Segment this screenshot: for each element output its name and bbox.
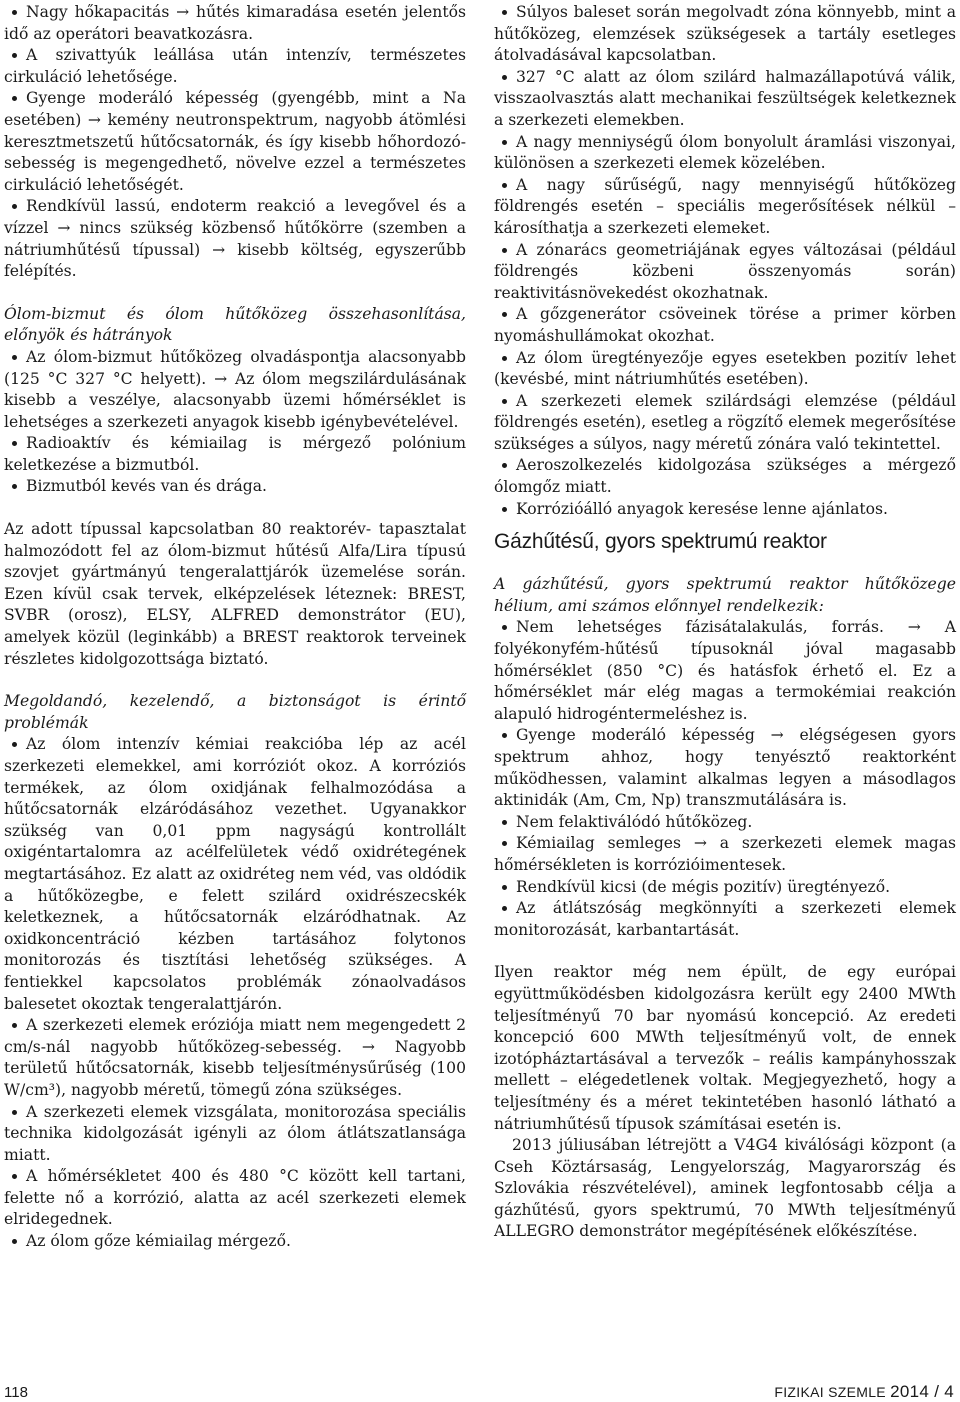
bullet-item: A szerkezeti elemek szilárdsági elemzése (például földrengés esetén), esetleg a rögzítő elemek megerősítése szükséges a súlyos, nagy méretű zónára való tekintettel. — [494, 391, 956, 456]
bullet-item: Súlyos baleset során megolvadt zóna könnyebb, mint a hűtőközeg, elemzések szükségesek a tartály esetleges átolvadásával kapcsolatban. — [494, 2, 956, 67]
bullet-item: Az átlátszóság megkönnyíti a szerkezeti elemek monitorozását, karbantartását. — [494, 898, 956, 941]
spacer — [4, 670, 466, 691]
bullet-item: Aeroszolkezelés kidolgozása szükséges a mérgező ólomgőz miatt. — [494, 455, 956, 498]
bullet-item: A hőmérsékletet 400 és 480 °C között kell tartani, felette nő a korrózió, alatta az acél szerkezeti elemek elridegednek. — [4, 1166, 466, 1231]
bullet-item: Nagy hőkapacitás → hűtés kimaradása esetén jelentős idő az operátori beavatkozásra. — [4, 2, 466, 45]
bullet-item: Gyenge moderáló képesség (gyengébb, mint a Na esetében) → kemény neutronspektrum, nagyobb átömlési keresztmetszetű hűtőcsatornák, és így kisebb hőhordozó-sebesség is megengedhető, növelve ezzel a természetes cirkuláció lehetőségét. — [4, 88, 466, 196]
bullet-item: Nem lehetséges fázisátalakulás, forrás. → A folyékonyfém-hűtésű típusoknál jóval magasabb hőmérséklet (850 °C) és hatásfok érhető el. Ez a hőmérséklet már elég magas a termokémiai reakción alapuló hidrogéntermeléshez is. — [494, 617, 956, 725]
spacer — [4, 498, 466, 519]
journal-issue: 2014 / 4 — [890, 1382, 954, 1401]
bullet-item: 327 °C alatt az ólom szilárd halmazállapotúvá válik, visszaolvasztás alatt mechanikai feszültségek keletkeznek a szerkezeti elemekben. — [494, 67, 956, 132]
bullet-item: A gőzgenerátor csöveinek törése a primer körben nyomáshullámokat okozhat. — [494, 304, 956, 347]
body-paragraph: Ilyen reaktor még nem épült, de egy európai együttműködésben kidolgozásra került egy 2400 MWth teljesítményű 70 bar nyomású koncepció. Az eredeti koncepció 600 MWth teljesítményű volt, de ennek izotópháztartásával a tervezők – reális kampányhosszak mellett – elégedetlenek voltak. Megjegyezhető, hogy a teljesítmény és a méret tekintetében hasonló látható a nátriumhűtésű típusok számításai esetén is. — [494, 963, 956, 1133]
italic-subheading: Ólom-bizmut és ólom hűtőközeg összehasonlítása, előnyök és hátrányok — [4, 304, 466, 345]
bullet-item: Az ólom gőze kémiailag mérgező. — [4, 1231, 466, 1253]
bullet-item: Nem felaktiválódó hűtőközeg. — [494, 812, 956, 834]
body-paragraph: 2013 júliusában létrejött a V4G4 kiválósági központ (a Cseh Köztársaság, Lengyelország, Magyarország és Szlovákia részvételével), aminek legfontosabb célja a gázhűtésű, gyors spektrumú, 70 MWth teljesítményű ALLEGRO demonstrátor megépítésének előkészítése. — [494, 1136, 956, 1241]
italic-subheading: A gázhűtésű, gyors spektrumú reaktor hűtőközege hélium, ami számos előnnyel rendelkezik: — [494, 575, 956, 615]
section-heading: Gázhűtésű, gyors spektrumú reaktor — [494, 530, 827, 554]
bullet-item: A nagy menniységű ólom bonyolult áramlási viszonyai, különösen a szerkezeti elemek közelében. — [494, 132, 956, 175]
bullet-item: A szerkezeti elemek vizsgálata, monitorozása speciális technika kidolgozását igényli az ólom átlátszatlansága miatt. — [4, 1102, 466, 1167]
page-number: 118 — [4, 1384, 28, 1401]
spacer — [4, 283, 466, 304]
body-paragraph: Az adott típussal kapcsolatban 80 reaktorév- tapasztalat halmozódott fel az ólom-bizmut hűtésű Alfa/Lira típusú szovjet gyártmányú tengeralattjárók üzemelése során. Ezen kívül csak tervek, elképzelések léteznek: BREST, SVBR (orosz), ELSY, ALFRED demonstrátor (EU), amelyek közül (leginkább) a BREST reaktorok terveinek részletes kidolgozottsága biztató. — [4, 520, 466, 668]
bullet-item: Az ólom-bizmut hűtőközeg olvadáspontja alacsonyabb (125 °C 327 °C helyett). → Az ólom megszilárdulásának kisebb a veszélye, alacsonyabb üzemi hőmérséklet is lehetséges a szerkezeti anyagok kisebb igénybevételével. — [4, 347, 466, 433]
bullet-item: Korrózióálló anyagok keresése lenne ajánlatos. — [494, 499, 956, 521]
bullet-item: Rendkívül lassú, endoterm reakció a levegővel és a vízzel → nincs szükség közbenső hűtőkörre (szemben a nátriumhűtésű típussal) → kisebb költség, egyszerűbb felépítés. — [4, 196, 466, 282]
journal-footer — [774, 1382, 954, 1402]
journal-name: FIZIKAI SZEMLE — [774, 1384, 886, 1400]
bullet-item: Gyenge moderáló képesség → elégségesen gyors spektrum ahhoz, hogy tenyésztő reaktorként működhessen, valamint alkalmas legyen a másodlagos aktinidák (Am, Cm, Np) transzmutálására is. — [494, 725, 956, 811]
italic-subheading: Megoldandó, kezelendő, a biztonságot is érintő problémák — [4, 692, 466, 732]
bullet-item: A szivattyúk leállása után intenzív, természetes cirkuláció lehetősége. — [4, 45, 466, 88]
bullet-item: A szerkezeti elemek eróziója miatt nem megengedett 2 cm/s-nál nagyobb hűtőközeg-sebesség. → Nagyobb területű hűtőcsatornák, kisebb teljesítménysűrűség (100 W/cm³), nagyobb méretű, tömegű zóna szükséges. — [4, 1015, 466, 1101]
left-column — [4, 2, 466, 1253]
bullet-item: Az ólom intenzív kémiai reakcióba lép az acél szerkezeti elemekkel, ami korróziót okoz. A korróziós termékek, az ólom oxidjának felhalmozódása a hűtőcsatornák elzáródásához vezethet. Ugyanakkor szükség van 0,01 ppm nagyságú kontrollált oxigéntartalomra az acélfelületek védő oxidrétegének megtartásához. Ez alatt az oxidréteg nem véd, vas oldódik a hűtőközegbe, e felett szilárd oxidrészecskék keletkeznek, a hűtőcsatornák elzáródhatnak. Az oxidkoncentráció kézben tartásához folytonos monitorozás és tisztítási lehetőség szükséges. A fentiekkel kapcsolatos problémák zónaolvadásos balesetet okoztak tengeralattjárón. — [4, 734, 466, 1015]
right-column — [494, 2, 956, 1243]
bullet-item: Rendkívül kicsi (de mégis pozitív) üregtényező. — [494, 877, 956, 899]
bullet-item: A zónarács geometriájának egyes változásai (például földrengés közbeni összenyomás során) reaktivitásnövekedést okozhatnak. — [494, 240, 956, 305]
bullet-item: Radioaktív és kémiailag is mérgező polónium keletkezése a bizmutból. — [4, 433, 466, 476]
bullet-item: Az ólom üregtényezője egyes esetekben pozitív lehet (kevésbé, mint nátriumhűtés esetében). — [494, 348, 956, 391]
bullet-item: Kémiailag semleges → a szerkezeti elemek magas hőmérsékleten is korrózióimentesek. — [494, 833, 956, 876]
bullet-item: A nagy sűrűségű, nagy mennyiségű hűtőközeg földrengés esetén – speciális megerősítések nélkül – károsíthatja a szerkezeti elemeket. — [494, 175, 956, 240]
spacer — [494, 941, 956, 962]
bullet-item: Bizmutból kevés van és drága. — [4, 476, 466, 498]
